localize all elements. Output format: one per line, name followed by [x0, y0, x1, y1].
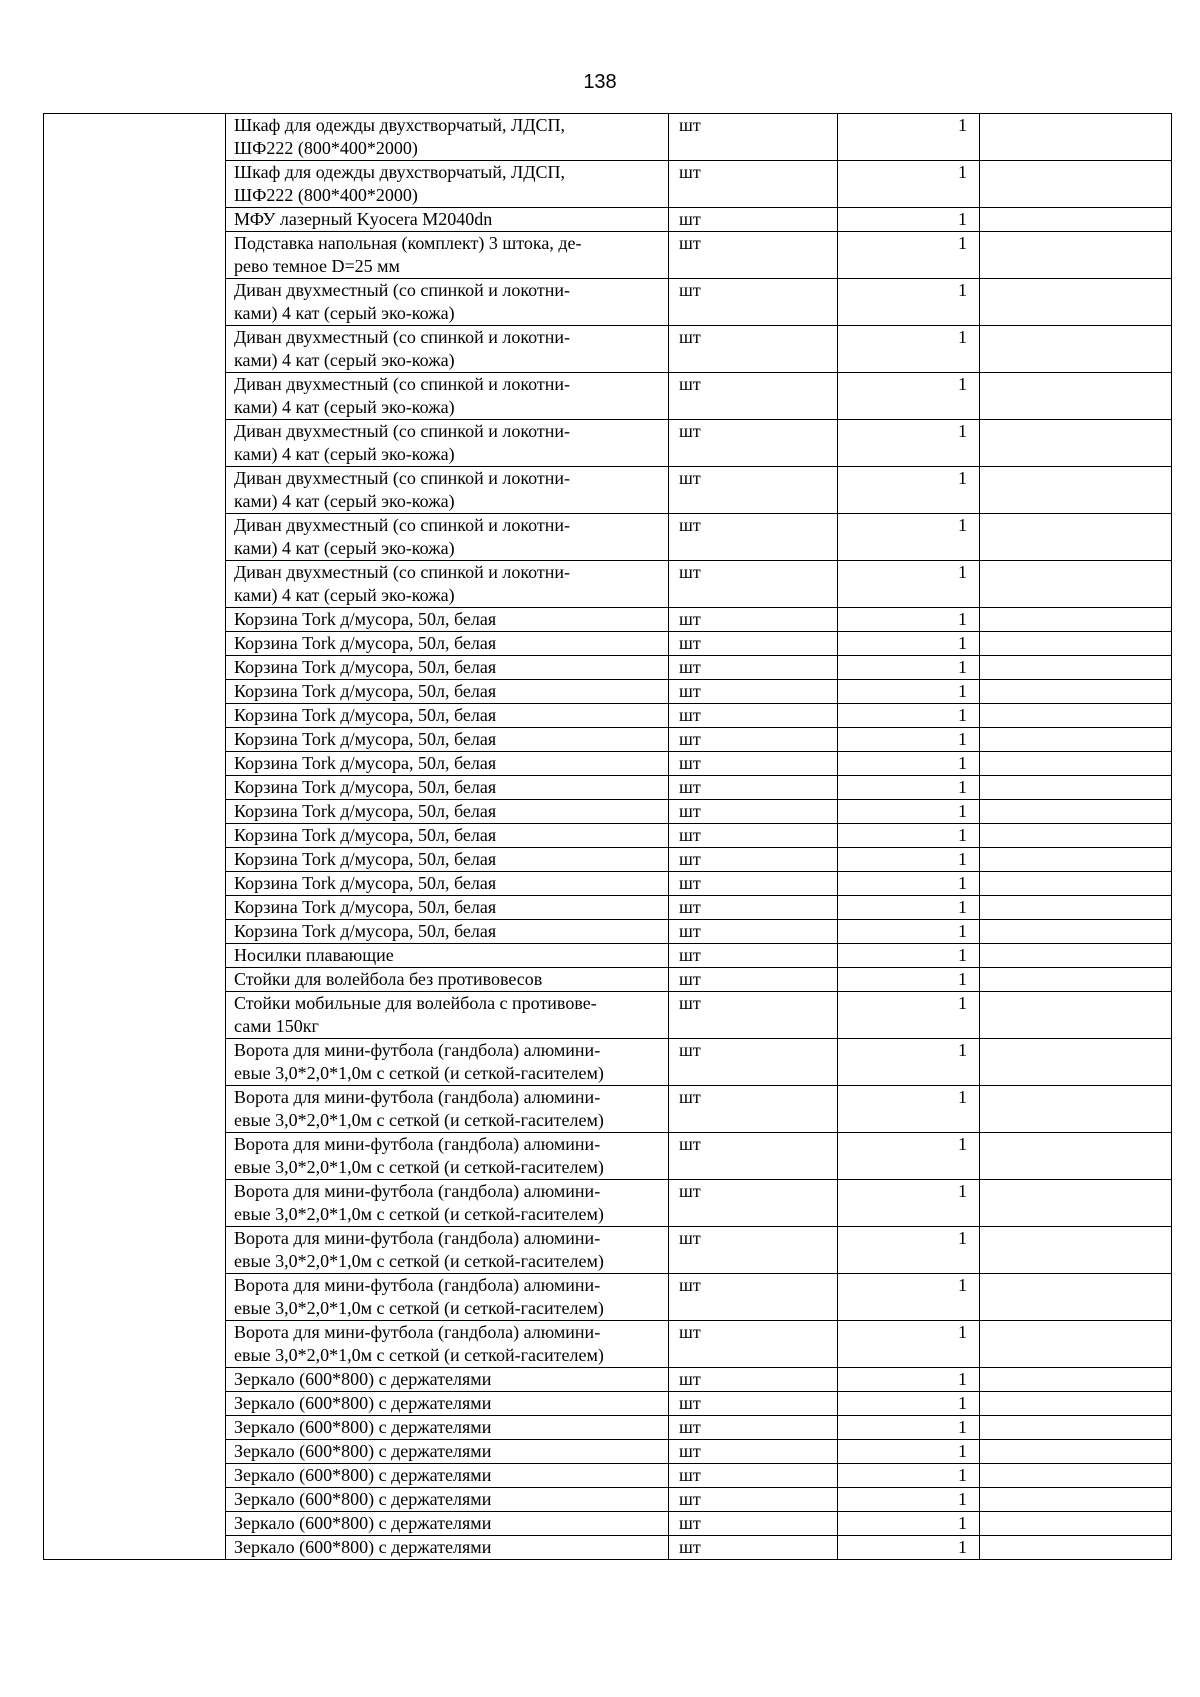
item-description: Корзина Tork д/мусора, 50л, белая [226, 920, 669, 944]
item-note [980, 752, 1172, 776]
item-description: Стойки мобильные для волейбола с противове- сами 150кг [226, 992, 669, 1039]
item-unit: шт [669, 114, 838, 161]
item-note [980, 1133, 1172, 1180]
item-unit: шт [669, 1133, 838, 1180]
table-body [44, 114, 1172, 1560]
item-unit: шт [669, 872, 838, 896]
item-note [980, 944, 1172, 968]
item-note [980, 656, 1172, 680]
item-quantity: 1 [838, 561, 980, 608]
item-description: Диван двухместный (со спинкой и локотни- ками) 4 кат (серый эко-кожа) [226, 420, 669, 467]
item-quantity: 1 [838, 1464, 980, 1488]
item-note [980, 1464, 1172, 1488]
item-note [980, 1321, 1172, 1368]
item-description: Корзина Tork д/мусора, 50л, белая [226, 896, 669, 920]
item-unit: шт [669, 800, 838, 824]
item-note [980, 632, 1172, 656]
item-quantity: 1 [838, 1227, 980, 1274]
item-note [980, 776, 1172, 800]
item-unit: шт [669, 208, 838, 232]
item-unit: шт [669, 848, 838, 872]
item-unit: шт [669, 326, 838, 373]
item-quantity: 1 [838, 1086, 980, 1133]
item-note [980, 1180, 1172, 1227]
item-description: Корзина Tork д/мусора, 50л, белая [226, 872, 669, 896]
item-note [980, 514, 1172, 561]
inventory-table [43, 113, 1172, 1560]
table-row [44, 114, 1172, 161]
item-description: Корзина Tork д/мусора, 50л, белая [226, 848, 669, 872]
item-quantity: 1 [838, 608, 980, 632]
item-note [980, 968, 1172, 992]
item-quantity: 1 [838, 373, 980, 420]
item-description: Стойки для волейбола без противовесов [226, 968, 669, 992]
item-unit: шт [669, 752, 838, 776]
item-description: Зеркало (600*800) с держателями [226, 1368, 669, 1392]
item-unit: шт [669, 824, 838, 848]
item-description: Диван двухместный (со спинкой и локотни- ками) 4 кат (серый эко-кожа) [226, 326, 669, 373]
merged-number-cell [44, 114, 226, 1560]
item-note [980, 467, 1172, 514]
item-unit: шт [669, 1274, 838, 1321]
item-unit: шт [669, 232, 838, 279]
item-description: Корзина Tork д/мусора, 50л, белая [226, 656, 669, 680]
item-quantity: 1 [838, 752, 980, 776]
item-unit: шт [669, 1392, 838, 1416]
item-quantity: 1 [838, 1536, 980, 1560]
item-description: Корзина Tork д/мусора, 50л, белая [226, 752, 669, 776]
item-unit: шт [669, 968, 838, 992]
item-note [980, 1227, 1172, 1274]
item-description: Зеркало (600*800) с держателями [226, 1512, 669, 1536]
item-note [980, 1416, 1172, 1440]
item-unit: шт [669, 680, 838, 704]
item-description: Ворота для мини-футбола (гандбола) алюмини- евые 3,0*2,0*1,0м с сеткой (и сеткой-гасителем) [226, 1086, 669, 1133]
item-description: Корзина Tork д/мусора, 50л, белая [226, 680, 669, 704]
item-description: Подставка напольная (комплект) 3 штока, де- рево темное D=25 мм [226, 232, 669, 279]
item-quantity: 1 [838, 208, 980, 232]
item-description: Диван двухместный (со спинкой и локотни- ками) 4 кат (серый эко-кожа) [226, 514, 669, 561]
item-unit: шт [669, 561, 838, 608]
item-unit: шт [669, 608, 838, 632]
item-note [980, 561, 1172, 608]
item-description: Корзина Tork д/мусора, 50л, белая [226, 824, 669, 848]
item-quantity: 1 [838, 114, 980, 161]
item-description: Ворота для мини-футбола (гандбола) алюмини- евые 3,0*2,0*1,0м с сеткой (и сеткой-гасителем) [226, 1321, 669, 1368]
item-note [980, 1368, 1172, 1392]
item-unit: шт [669, 920, 838, 944]
item-note [980, 1039, 1172, 1086]
item-description: Корзина Tork д/мусора, 50л, белая [226, 800, 669, 824]
item-description: Ворота для мини-футбола (гандбола) алюмини- евые 3,0*2,0*1,0м с сеткой (и сеткой-гасителем) [226, 1180, 669, 1227]
item-quantity: 1 [838, 1180, 980, 1227]
item-description: Ворота для мини-футбола (гандбола) алюмини- евые 3,0*2,0*1,0м с сеткой (и сеткой-гасителем) [226, 1133, 669, 1180]
item-unit: шт [669, 420, 838, 467]
item-unit: шт [669, 161, 838, 208]
item-description: Ворота для мини-футбола (гандбола) алюмини- евые 3,0*2,0*1,0м с сеткой (и сеткой-гасителем) [226, 1274, 669, 1321]
item-quantity: 1 [838, 776, 980, 800]
item-quantity: 1 [838, 1440, 980, 1464]
item-quantity: 1 [838, 680, 980, 704]
item-unit: шт [669, 656, 838, 680]
item-quantity: 1 [838, 1274, 980, 1321]
item-unit: шт [669, 467, 838, 514]
item-quantity: 1 [838, 279, 980, 326]
item-note [980, 1488, 1172, 1512]
item-description: Зеркало (600*800) с держателями [226, 1392, 669, 1416]
item-description: Корзина Tork д/мусора, 50л, белая [226, 776, 669, 800]
item-unit: шт [669, 1512, 838, 1536]
item-quantity: 1 [838, 1321, 980, 1368]
item-description: Диван двухместный (со спинкой и локотни- ками) 4 кат (серый эко-кожа) [226, 467, 669, 514]
item-description: Зеркало (600*800) с держателями [226, 1488, 669, 1512]
item-unit: шт [669, 1321, 838, 1368]
item-unit: шт [669, 1039, 838, 1086]
item-unit: шт [669, 279, 838, 326]
item-description: Диван двухместный (со спинкой и локотни- ками) 4 кат (серый эко-кожа) [226, 561, 669, 608]
item-note [980, 326, 1172, 373]
item-description: Шкаф для одежды двухстворчатый, ЛДСП, ШФ222 (800*400*2000) [226, 161, 669, 208]
item-description: Корзина Tork д/мусора, 50л, белая [226, 608, 669, 632]
item-description: Корзина Tork д/мусора, 50л, белая [226, 632, 669, 656]
item-note [980, 608, 1172, 632]
item-quantity: 1 [838, 1039, 980, 1086]
item-quantity: 1 [838, 968, 980, 992]
item-note [980, 680, 1172, 704]
item-unit: шт [669, 1488, 838, 1512]
item-note [980, 114, 1172, 161]
item-quantity: 1 [838, 420, 980, 467]
item-quantity: 1 [838, 824, 980, 848]
item-unit: шт [669, 632, 838, 656]
item-unit: шт [669, 992, 838, 1039]
item-quantity: 1 [838, 848, 980, 872]
item-unit: шт [669, 1536, 838, 1560]
item-quantity: 1 [838, 514, 980, 561]
item-quantity: 1 [838, 232, 980, 279]
item-description: МФУ лазерный Kyocera M2040dn [226, 208, 669, 232]
item-quantity: 1 [838, 1392, 980, 1416]
item-note [980, 373, 1172, 420]
item-description: Зеркало (600*800) с держателями [226, 1440, 669, 1464]
item-quantity: 1 [838, 704, 980, 728]
item-quantity: 1 [838, 920, 980, 944]
item-quantity: 1 [838, 1133, 980, 1180]
item-note [980, 872, 1172, 896]
item-unit: шт [669, 1440, 838, 1464]
item-note [980, 896, 1172, 920]
page-number: 138 [583, 71, 617, 93]
item-unit: шт [669, 1227, 838, 1274]
item-quantity: 1 [838, 326, 980, 373]
item-unit: шт [669, 1464, 838, 1488]
item-quantity: 1 [838, 632, 980, 656]
item-quantity: 1 [838, 467, 980, 514]
item-note [980, 1440, 1172, 1464]
item-description: Ворота для мини-футбола (гандбола) алюмини- евые 3,0*2,0*1,0м с сеткой (и сеткой-гасителем) [226, 1227, 669, 1274]
item-unit: шт [669, 373, 838, 420]
item-quantity: 1 [838, 944, 980, 968]
item-quantity: 1 [838, 728, 980, 752]
item-note [980, 1274, 1172, 1321]
item-quantity: 1 [838, 896, 980, 920]
item-quantity: 1 [838, 1488, 980, 1512]
item-unit: шт [669, 944, 838, 968]
item-description: Носилки плавающие [226, 944, 669, 968]
item-unit: шт [669, 1416, 838, 1440]
item-description: Зеркало (600*800) с держателями [226, 1464, 669, 1488]
item-unit: шт [669, 1086, 838, 1133]
item-description: Зеркало (600*800) с держателями [226, 1416, 669, 1440]
item-description: Корзина Tork д/мусора, 50л, белая [226, 728, 669, 752]
item-note [980, 1086, 1172, 1133]
item-note [980, 208, 1172, 232]
item-note [980, 1512, 1172, 1536]
item-quantity: 1 [838, 992, 980, 1039]
item-unit: шт [669, 896, 838, 920]
item-unit: шт [669, 728, 838, 752]
item-note [980, 279, 1172, 326]
item-unit: шт [669, 704, 838, 728]
item-description: Ворота для мини-футбола (гандбола) алюмини- евые 3,0*2,0*1,0м с сеткой (и сеткой-гасителем) [226, 1039, 669, 1086]
item-description: Шкаф для одежды двухстворчатый, ЛДСП, ШФ222 (800*400*2000) [226, 114, 669, 161]
item-unit: шт [669, 776, 838, 800]
item-note [980, 848, 1172, 872]
item-note [980, 824, 1172, 848]
item-quantity: 1 [838, 1512, 980, 1536]
item-unit: шт [669, 514, 838, 561]
item-unit: шт [669, 1368, 838, 1392]
item-quantity: 1 [838, 800, 980, 824]
item-note [980, 1536, 1172, 1560]
item-note [980, 420, 1172, 467]
item-description: Диван двухместный (со спинкой и локотни- ками) 4 кат (серый эко-кожа) [226, 373, 669, 420]
item-note [980, 232, 1172, 279]
item-note [980, 728, 1172, 752]
item-description: Корзина Tork д/мусора, 50л, белая [226, 704, 669, 728]
item-quantity: 1 [838, 161, 980, 208]
item-note [980, 1392, 1172, 1416]
item-note [980, 920, 1172, 944]
item-description: Зеркало (600*800) с держателями [226, 1536, 669, 1560]
item-description: Диван двухместный (со спинкой и локотни- ками) 4 кат (серый эко-кожа) [226, 279, 669, 326]
item-note [980, 800, 1172, 824]
item-quantity: 1 [838, 1368, 980, 1392]
item-note [980, 704, 1172, 728]
item-quantity: 1 [838, 872, 980, 896]
item-quantity: 1 [838, 656, 980, 680]
item-note [980, 992, 1172, 1039]
item-unit: шт [669, 1180, 838, 1227]
item-quantity: 1 [838, 1416, 980, 1440]
item-note [980, 161, 1172, 208]
